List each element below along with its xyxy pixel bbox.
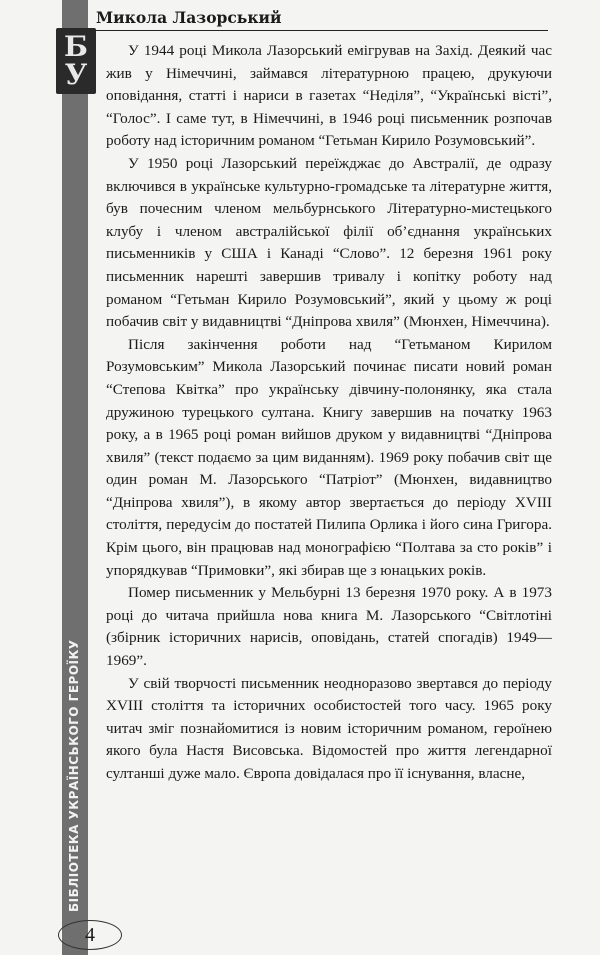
logo-letter-2: У	[64, 58, 88, 91]
paragraph-3: Після закінчення роботи над “Гетьманом Кирилом Розумовським” Микола Лазорський починає писати новий роман “Степова Квітка” про українську дівчину-полонянку, яка стала дружиною турецького султана. Книгу завершив на початку 1963 року, а в 1965 році роман вийшов друком у видавництві “Дніпрова хвиля” (текст подаємо за цим виданням). 1969 року побачив світ ще один роман М. Лазорського “Патріот” (Мюнхен, видавництво “Дніпрова хвиля”), в якому автор звертається до періоду XVIII століття, передусім до постатей Пилипа Орлика і його сина Григора. Крім цього, він працював над монографією “Полтава за сто років” і упорядкував “Примовки”, які збирав ще з юнацьких років.	[106, 335, 552, 579]
paragraph-2: У 1950 році Лазорський переїжджає до Австралії, де одразу включився в українське культурно-громадське та літературне життя, був почесним членом мельбурнського Літературно-мистецького клубу і членом австралійської філії об’єднання українських письменників у США і Канаді “Слово”. 12 березня 1961 року письменник нарешті завершив тривалу і копітку роботу над романом “Гетьман Кирило Розумовський”, який у цьому ж році побачив світ у видавництві “Дніпрова хвиля” (Мюнхен, Німеччина).	[106, 154, 552, 331]
paragraph-5: У свій творчості письменник неодноразово звертався до періоду XVIII століття та історичних особистостей того часу. 1965 року читач зміг познайомитися із новим історичним романом, героїнею якого була Настя Висовська. Відомостей про життя легендарної султанші дуже мало. Європа довідалася про її існування, власне,	[106, 674, 552, 782]
logo-letter-1: Б	[64, 30, 88, 63]
series-title: БІБЛІОТЕКА УКРАЇНСЬКОГО ГЕРОЇКУ	[67, 639, 81, 912]
page-number: 4	[58, 920, 122, 950]
series-logo	[56, 28, 96, 94]
body-text	[106, 40, 552, 786]
running-header	[96, 8, 548, 31]
author-name: Микола Лазорський	[96, 8, 282, 27]
paragraph-1: У 1944 році Микола Лазорський емігрував на Захід. Деякий час жив у Німеччині, займався літературною працею, друкуючи оповідання, статті і нариси в газетах “Неділя”, “Українські вісті”, “Голос”. І саме тут, в Німеччині, в 1946 році письменник розпочав роботу над історичним романом “Гетьман Кирило Розумовський”.	[106, 42, 552, 150]
paragraph-4: Помер письменник у Мельбурні 13 березня 1970 року. А в 1973 році до читача прийшла нова книга М. Лазорського “Світлотіні (збірник історичних нарисів, оповідань, статей спогадів) 1949—1969”.	[106, 584, 552, 670]
